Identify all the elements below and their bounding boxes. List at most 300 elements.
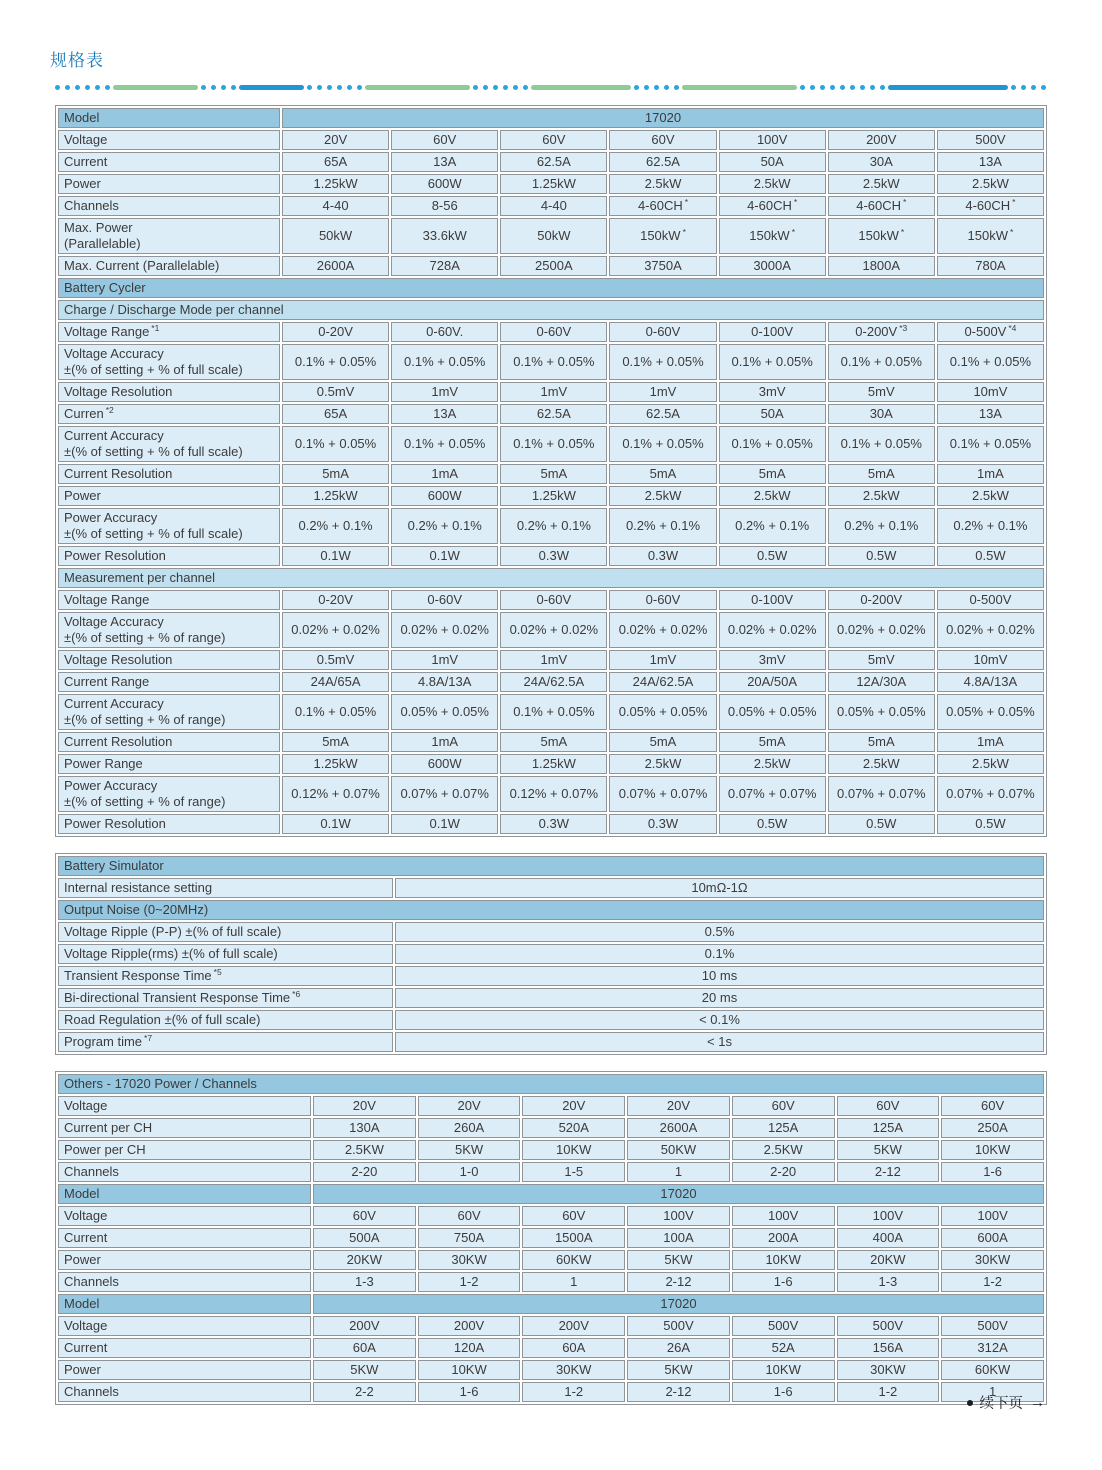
value-cell: 0-200V — [828, 590, 935, 610]
table-row — [58, 1382, 1044, 1402]
value-cell: 10mV — [937, 382, 1044, 402]
model-value: 17020 — [313, 1184, 1044, 1204]
value-cell: 5mA — [500, 464, 607, 484]
value-cell: 2.5kW — [937, 754, 1044, 774]
dot-icon — [634, 85, 639, 90]
value-cell: 20 ms — [395, 988, 1044, 1008]
value-cell: 0-60V. — [391, 322, 498, 342]
row-label: Channels — [58, 196, 280, 216]
value-cell: 2-12 — [627, 1382, 730, 1402]
value-cell: 30A — [828, 404, 935, 424]
table-row — [58, 508, 1044, 544]
value-cell: 0.2% + 0.1% — [609, 508, 716, 544]
value-cell: 4-60CH * — [609, 196, 716, 216]
row-label-line1: Voltage Accuracy — [64, 346, 164, 361]
row-label: Voltage Ripple(rms) ±(% of full scale) — [58, 944, 393, 964]
value-cell: 0.05% + 0.05% — [391, 694, 498, 730]
value-cell: 2600A — [282, 256, 389, 276]
value-cell: 1-2 — [941, 1272, 1044, 1292]
table-row — [58, 382, 1044, 402]
dot-icon — [1041, 85, 1046, 90]
value-cell: 8-56 — [391, 196, 498, 216]
value-cell: 0.5W — [828, 546, 935, 566]
value-cell: 0-500V — [937, 590, 1044, 610]
dot-icon — [55, 85, 60, 90]
value-cell: 1-6 — [418, 1382, 521, 1402]
value-cell: 0-20V — [282, 322, 389, 342]
value-cell: 0.1% + 0.05% — [719, 426, 826, 462]
row-label: Power Range — [58, 754, 280, 774]
value-cell: 0.5W — [719, 546, 826, 566]
value-cell: 5KW — [837, 1140, 940, 1160]
right-arrow-icon: → — [1030, 1394, 1044, 1411]
value-cell: 5KW — [418, 1140, 521, 1160]
value-cell: 0.02% + 0.02% — [500, 612, 607, 648]
value-cell: 13A — [391, 404, 498, 424]
value-cell: 5mA — [719, 732, 826, 752]
value-cell: < 1s — [395, 1032, 1044, 1052]
table-row — [58, 1272, 1044, 1292]
value-cell: 600A — [941, 1228, 1044, 1248]
table-row — [58, 922, 1044, 942]
footnote-marker: * — [793, 196, 798, 207]
table-row — [58, 1206, 1044, 1226]
footnote-marker: *3 — [899, 322, 908, 333]
value-cell: 312A — [941, 1338, 1044, 1358]
value-cell: 3750A — [609, 256, 716, 276]
value-cell: 0.07% + 0.07% — [391, 776, 498, 812]
value-cell: 2.5kW — [719, 174, 826, 194]
value-cell: 4.8A/13A — [937, 672, 1044, 692]
value-cell: 24A/62.5A — [609, 672, 716, 692]
table-row — [58, 988, 1044, 1008]
decorative-separator — [55, 85, 1047, 90]
value-cell: 1.25kW — [282, 174, 389, 194]
dot-group — [473, 85, 528, 90]
value-cell: 60V — [522, 1206, 625, 1226]
value-cell: 0.02% + 0.02% — [828, 612, 935, 648]
dot-icon — [493, 85, 498, 90]
value-cell: 100V — [719, 130, 826, 150]
value-cell: 1mV — [609, 382, 716, 402]
row-label: Transient Response Time $^{*5}$ — [58, 966, 393, 986]
value-cell: 1mV — [500, 650, 607, 670]
dot-icon — [513, 85, 518, 90]
value-cell: 1.25kW — [500, 486, 607, 506]
value-cell: 0.5W — [828, 814, 935, 834]
value-cell: 20A/50A — [719, 672, 826, 692]
section-header: Battery Simulator — [58, 856, 1044, 876]
value-cell: 0.1W — [391, 814, 498, 834]
value-cell: 1mA — [391, 732, 498, 752]
row-label: Voltage — [58, 1316, 311, 1336]
footnote-marker: * — [684, 196, 689, 207]
table-row — [58, 130, 1044, 150]
value-cell: 1-2 — [522, 1382, 625, 1402]
value-cell: 0.5mV — [282, 650, 389, 670]
row-label — [58, 508, 280, 544]
value-cell: 2-2 — [313, 1382, 416, 1402]
row-label: Model — [58, 1184, 311, 1204]
value-cell: 0.12% + 0.07% — [282, 776, 389, 812]
model-value: 17020 — [313, 1294, 1044, 1314]
row-label-line1: Power Accuracy — [64, 510, 158, 525]
value-cell: 0-60V — [609, 322, 716, 342]
row-label: Voltage Ripple (P-P) ±(% of full scale) — [58, 922, 393, 942]
value-cell: 0.07% + 0.07% — [937, 776, 1044, 812]
value-cell: 0.1% + 0.05% — [500, 694, 607, 730]
table-row — [58, 1316, 1044, 1336]
table-row — [58, 1162, 1044, 1182]
value-cell: 62.5A — [609, 152, 716, 172]
value-cell: 0.1% + 0.05% — [937, 426, 1044, 462]
value-cell: 2-20 — [313, 1162, 416, 1182]
value-cell: 780A — [937, 256, 1044, 276]
value-cell: 156A — [837, 1338, 940, 1358]
row-label: Voltage — [58, 130, 280, 150]
value-cell: 10 ms — [395, 966, 1044, 986]
value-cell: 5mA — [828, 732, 935, 752]
table-row — [58, 404, 1044, 424]
table-row — [58, 1338, 1044, 1358]
dot-icon — [880, 85, 885, 90]
table-row — [58, 754, 1044, 774]
value-cell: 30KW — [418, 1250, 521, 1270]
value-cell: 200V — [522, 1316, 625, 1336]
value-cell: 3mV — [719, 650, 826, 670]
dot-icon — [483, 85, 488, 90]
value-cell: 0.07% + 0.07% — [719, 776, 826, 812]
value-cell: 0.1% — [395, 944, 1044, 964]
value-cell: 1.25kW — [500, 174, 607, 194]
row-label: Current per CH — [58, 1118, 311, 1138]
value-cell: 2600A — [627, 1118, 730, 1138]
value-cell: 600W — [391, 174, 498, 194]
value-cell: 3mV — [719, 382, 826, 402]
section-header: Others - 17020 Power / Channels — [58, 1074, 1044, 1094]
value-cell: 30KW — [522, 1360, 625, 1380]
table-row — [58, 464, 1044, 484]
value-cell: 0-500V $^{*4}$ — [937, 322, 1044, 342]
table-row — [58, 1118, 1044, 1138]
value-cell: 30A — [828, 152, 935, 172]
continued-label: 续下页 — [979, 1396, 1023, 1412]
value-cell: 2.5KW — [313, 1140, 416, 1160]
dot-icon — [307, 85, 312, 90]
value-cell: 1-6 — [732, 1272, 835, 1292]
value-cell: 0.3W — [609, 546, 716, 566]
value-cell: 0.1% + 0.05% — [282, 694, 389, 730]
value-cell: 30KW — [837, 1360, 940, 1380]
value-cell: 200A — [732, 1228, 835, 1248]
dot-icon — [357, 85, 362, 90]
value-cell: 20V — [313, 1096, 416, 1116]
value-cell: 60V — [313, 1206, 416, 1226]
row-label: Current — [58, 1338, 311, 1358]
value-cell: 20V — [522, 1096, 625, 1116]
value-cell: 2.5kW — [719, 486, 826, 506]
value-cell: 0.02% + 0.02% — [282, 612, 389, 648]
table-row — [58, 1250, 1044, 1270]
table-row — [58, 944, 1044, 964]
row-label-line2: ±(% of setting + % of full scale) — [64, 362, 243, 377]
value-cell: 0.2% + 0.1% — [937, 508, 1044, 544]
value-cell: 0.2% + 0.1% — [391, 508, 498, 544]
value-cell: 4-40 — [500, 196, 607, 216]
value-cell: 1.25kW — [500, 754, 607, 774]
value-cell: 52A — [732, 1338, 835, 1358]
value-cell: 2.5KW — [732, 1140, 835, 1160]
value-cell: 0.02% + 0.02% — [937, 612, 1044, 648]
value-cell: 150kW * — [828, 218, 935, 254]
value-cell: 5mA — [500, 732, 607, 752]
value-cell: 0.1% + 0.05% — [719, 344, 826, 380]
value-cell: 1500A — [522, 1228, 625, 1248]
value-cell: 10mV — [937, 650, 1044, 670]
value-cell: 60KW — [522, 1250, 625, 1270]
value-cell: 0.5mV — [282, 382, 389, 402]
model-value: 17020 — [282, 108, 1044, 128]
table-row — [58, 278, 1044, 298]
dot-icon — [664, 85, 669, 90]
value-cell: 150kW * — [937, 218, 1044, 254]
others-power-channels-table — [55, 1071, 1047, 1405]
row-label: Voltage Range $^{*1}$ — [58, 322, 280, 342]
value-cell: 2-12 — [837, 1162, 940, 1182]
value-cell: 5mA — [828, 464, 935, 484]
section-header: Output Noise (0~20MHz) — [58, 900, 1044, 920]
dot-group — [307, 85, 362, 90]
value-cell: 0.2% + 0.1% — [282, 508, 389, 544]
value-cell: 520A — [522, 1118, 625, 1138]
value-cell: 0.1% + 0.05% — [828, 344, 935, 380]
value-cell: 0.02% + 0.02% — [609, 612, 716, 648]
value-cell: 1800A — [828, 256, 935, 276]
value-cell: 0.07% + 0.07% — [609, 776, 716, 812]
value-cell: 0-60V — [500, 590, 607, 610]
value-cell: 10KW — [522, 1140, 625, 1160]
footnote-marker: *5 — [213, 966, 222, 977]
table-row — [58, 1360, 1044, 1380]
value-cell: 2.5kW — [609, 174, 716, 194]
table-row — [58, 1032, 1044, 1052]
dot-icon — [221, 85, 226, 90]
row-label: Channels — [58, 1382, 311, 1402]
value-cell: 0.5% — [395, 922, 1044, 942]
value-cell: 0.1W — [391, 546, 498, 566]
row-label: Internal resistance setting — [58, 878, 393, 898]
value-cell: 0.3W — [500, 546, 607, 566]
row-label-line1: Current Accuracy — [64, 428, 164, 443]
value-cell: 100V — [627, 1206, 730, 1226]
value-cell: 0.1% + 0.05% — [828, 426, 935, 462]
value-cell: 0.05% + 0.05% — [609, 694, 716, 730]
value-cell: 1.25kW — [282, 486, 389, 506]
table-row — [58, 900, 1044, 920]
value-cell: 24A/62.5A — [500, 672, 607, 692]
row-label: Voltage Resolution — [58, 382, 280, 402]
value-cell: 0-100V — [719, 590, 826, 610]
value-cell: 750A — [418, 1228, 521, 1248]
row-label: Voltage Range — [58, 590, 280, 610]
row-label: Power — [58, 1360, 311, 1380]
value-cell: 33.6kW — [391, 218, 498, 254]
value-cell: 0-100V — [719, 322, 826, 342]
dot-icon — [105, 85, 110, 90]
row-label: Power Resolution — [58, 546, 280, 566]
row-label: Channels — [58, 1162, 311, 1182]
table-row — [58, 694, 1044, 730]
row-label-line1: Power Accuracy — [64, 778, 158, 793]
value-cell: 1mA — [391, 464, 498, 484]
footnote-marker: * — [1012, 196, 1016, 207]
row-label — [58, 694, 280, 730]
value-cell: 60V — [837, 1096, 940, 1116]
value-cell: 2.5kW — [937, 486, 1044, 506]
table-row — [58, 1294, 1044, 1314]
table-row — [58, 1140, 1044, 1160]
value-cell: 24A/65A — [282, 672, 389, 692]
dot-icon — [850, 85, 855, 90]
dot-icon — [75, 85, 80, 90]
value-cell: 0.02% + 0.02% — [391, 612, 498, 648]
table-row — [58, 1184, 1044, 1204]
row-label: Current — [58, 1228, 311, 1248]
value-cell: 600W — [391, 754, 498, 774]
value-cell: 2.5kW — [828, 174, 935, 194]
dot-group — [1011, 85, 1046, 90]
dot-icon — [503, 85, 508, 90]
dot-icon — [211, 85, 216, 90]
value-cell: 0.2% + 0.1% — [828, 508, 935, 544]
row-label: Voltage — [58, 1206, 311, 1226]
footnote-marker: * — [900, 226, 905, 237]
value-cell: 65A — [282, 404, 389, 424]
value-cell: 4-60CH * — [937, 196, 1044, 216]
table-row — [58, 966, 1044, 986]
value-cell: 0.1% + 0.05% — [391, 344, 498, 380]
value-cell: 500V — [937, 130, 1044, 150]
value-cell: 1 — [941, 1382, 1044, 1402]
value-cell: 62.5A — [609, 404, 716, 424]
dot-icon — [810, 85, 815, 90]
dot-icon — [830, 85, 835, 90]
value-cell: 0.3W — [609, 814, 716, 834]
value-cell: 1-3 — [837, 1272, 940, 1292]
dot-icon — [1031, 85, 1036, 90]
value-cell: 125A — [732, 1118, 835, 1138]
value-cell: 2.5kW — [937, 174, 1044, 194]
value-cell: 5mA — [282, 464, 389, 484]
value-cell: 0.1% + 0.05% — [500, 344, 607, 380]
dot-icon — [644, 85, 649, 90]
value-cell: 2.5kW — [719, 754, 826, 774]
row-label-line1: Current Accuracy — [64, 696, 164, 711]
value-cell: 0.1% + 0.05% — [391, 426, 498, 462]
value-cell: 500V — [627, 1316, 730, 1336]
table-row — [58, 546, 1044, 566]
value-cell: 2.5kW — [609, 486, 716, 506]
footnote-marker: *4 — [1008, 322, 1017, 333]
footnote-marker: *7 — [144, 1032, 153, 1043]
value-cell: 10KW — [941, 1140, 1044, 1160]
row-label — [58, 218, 280, 254]
table-row — [58, 568, 1044, 588]
value-cell: 60V — [418, 1206, 521, 1226]
value-cell: 0.1% + 0.05% — [609, 344, 716, 380]
value-cell: 20V — [627, 1096, 730, 1116]
footnote-marker: * — [903, 196, 907, 207]
row-label: Current Range — [58, 672, 280, 692]
value-cell: 50A — [719, 404, 826, 424]
table-row — [58, 108, 1044, 128]
dot-icon — [327, 85, 332, 90]
dash-icon — [888, 85, 1008, 90]
footnote-marker: * — [682, 226, 686, 237]
table-row — [58, 426, 1044, 462]
dot-icon — [201, 85, 206, 90]
value-cell: 62.5A — [500, 152, 607, 172]
value-cell: 0.1% + 0.05% — [500, 426, 607, 462]
section-header: Battery Cycler — [58, 278, 1044, 298]
value-cell: 13A — [937, 152, 1044, 172]
value-cell: 0.5W — [937, 546, 1044, 566]
table-row — [58, 732, 1044, 752]
row-label: Power — [58, 486, 280, 506]
value-cell: 60V — [941, 1096, 1044, 1116]
value-cell: 20KW — [837, 1250, 940, 1270]
value-cell: 20V — [418, 1096, 521, 1116]
row-label-line2: ±(% of setting + % of full scale) — [64, 444, 243, 459]
row-label: Voltage — [58, 1096, 311, 1116]
row-label: Channels — [58, 1272, 311, 1292]
dot-group — [634, 85, 679, 90]
dash-icon — [531, 85, 631, 90]
value-cell: 5mA — [282, 732, 389, 752]
value-cell: 65A — [282, 152, 389, 172]
value-cell: 1mV — [391, 382, 498, 402]
value-cell: 1.25kW — [282, 754, 389, 774]
value-cell: 60A — [313, 1338, 416, 1358]
value-cell: 500V — [837, 1316, 940, 1336]
value-cell: 500V — [732, 1316, 835, 1336]
table-row — [58, 878, 1044, 898]
value-cell: 100V — [941, 1206, 1044, 1226]
page-title: 规格表 — [50, 51, 104, 70]
main-specifications-table — [55, 105, 1047, 837]
value-cell: 200V — [313, 1316, 416, 1336]
value-cell: 125A — [837, 1118, 940, 1138]
value-cell: 0-20V — [282, 590, 389, 610]
value-cell: 60KW — [941, 1360, 1044, 1380]
table-row — [58, 814, 1044, 834]
value-cell: 150kW * — [609, 218, 716, 254]
value-cell: 0.02% + 0.02% — [719, 612, 826, 648]
value-cell: 0-60V — [391, 590, 498, 610]
row-label-line2: ±(% of setting + % of range) — [64, 712, 226, 727]
value-cell: 0.3W — [500, 814, 607, 834]
value-cell: 0.1% + 0.05% — [282, 344, 389, 380]
value-cell: 1-3 — [313, 1272, 416, 1292]
value-cell: 100V — [837, 1206, 940, 1226]
value-cell: 13A — [937, 404, 1044, 424]
table-row — [58, 256, 1044, 276]
value-cell: 0-60V — [500, 322, 607, 342]
value-cell: 1mV — [391, 650, 498, 670]
value-cell: 0.05% + 0.05% — [828, 694, 935, 730]
table-row — [58, 344, 1044, 380]
row-label-line2: (Parallelable) — [64, 236, 141, 251]
